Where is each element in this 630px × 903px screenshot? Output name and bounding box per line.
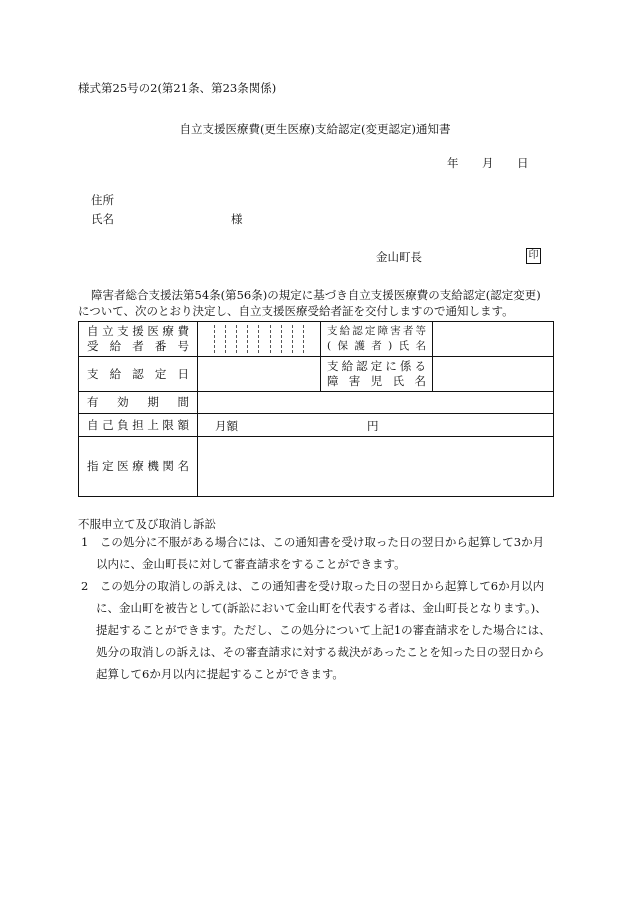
table-row	[79, 357, 554, 392]
honorific: 様	[231, 212, 243, 226]
table-row	[79, 414, 554, 437]
validity-period-field[interactable]	[198, 392, 554, 414]
date-year: 年	[447, 156, 459, 170]
child-name-label-b: 障害児氏名	[327, 374, 426, 388]
medical-institution-label: 指定医療機関名	[79, 437, 198, 497]
table-row	[79, 322, 554, 357]
recipient-number-label	[79, 322, 198, 357]
copay-limit-label: 自己負担上限額	[79, 414, 198, 437]
issuer-name: 金山町長	[376, 250, 422, 264]
document-title: 自立支援医療費(更生医療)支給認定(変更認定)通知書	[179, 122, 451, 136]
child-name-field[interactable]	[433, 357, 554, 392]
medical-institution-field[interactable]	[198, 437, 554, 497]
recipient-name-field[interactable]	[433, 322, 554, 357]
certification-table	[78, 321, 554, 497]
table-row	[79, 437, 554, 497]
recipient-number-field[interactable]	[198, 322, 321, 357]
child-name-label-a: 支給認定に係る	[327, 359, 426, 373]
yen-suffix: 円	[367, 419, 379, 433]
recipient-name-label	[321, 322, 433, 357]
intro-line-2: について、次のとおり決定し、自立支援医療受給者証を交付しますので通知します。	[78, 304, 514, 318]
appeal-heading: 不服申立て及び取消し訴訟	[78, 517, 216, 531]
appeal-item-1: 1 この処分に不服がある場合には、この通知書を受け取った日の翌日から起算して3か月以内に、金山町長に対して審査請求をすることができます。	[81, 535, 545, 571]
address-label: 住所	[91, 193, 114, 207]
digit-boxes	[204, 325, 314, 353]
child-name-label	[321, 357, 433, 392]
recipient-number-label-b: 受給者番号	[87, 339, 189, 353]
table-row	[79, 392, 554, 414]
monthly-amount-prefix: 月額	[215, 419, 238, 433]
recipient-name-label-b: (保護者)氏名	[327, 340, 426, 352]
certification-date-field[interactable]	[198, 357, 321, 392]
date-month: 月	[482, 156, 494, 170]
name-label: 氏名	[91, 212, 114, 226]
intro-line-1: 障害者総合支援法第54条(第56条)の規定に基づき自立支援医療費の支給認定(認定変更)	[91, 288, 541, 302]
recipient-name-label-a: 支給認定障害者等	[327, 325, 426, 337]
validity-period-label: 有効期間	[79, 392, 198, 414]
form-number: 様式第25号の2(第21条、第23条関係)	[78, 81, 277, 95]
recipient-number-label-a: 自立支援医療費	[87, 324, 189, 338]
certification-date-label: 支給認定日	[79, 357, 198, 392]
copay-limit-field[interactable]	[198, 414, 554, 437]
date-day: 日	[517, 156, 529, 170]
seal-stamp: 印	[526, 248, 541, 264]
appeal-item-2: 2 この処分の取消しの訴えは、この通知書を受け取った日の翌日から起算して6か月以内に、金山町を被告として(訴訟において金山町を代表する者は、金山町長となります。)、提起することができます。ただし、この処分について上記1の審査請求をした場合には、処分の取消しの訴えは、その審査請求に対する裁決があったことを知った日の翌日から起算して6か月以内に提起することができます。	[81, 579, 551, 681]
